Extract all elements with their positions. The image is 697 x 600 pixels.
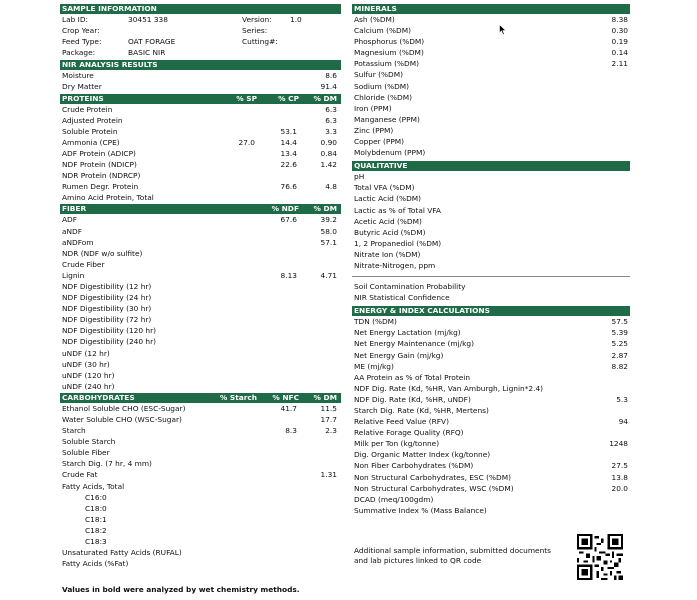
fiber-row — [60, 314, 341, 325]
qualitative-rows — [352, 171, 630, 271]
nir-header: NIR ANALYSIS RESULTS — [60, 60, 341, 70]
row-value: 0.14 — [611, 48, 628, 58]
additional-info-text: Additional sample information, submitted documents and lab pictures linked to QR code — [354, 546, 552, 565]
row-label: Nitrate-Nitrogen, ppm — [354, 260, 436, 270]
qualitative-row — [352, 193, 630, 204]
package-value: BASIC NIR — [128, 48, 166, 58]
right-column — [352, 3, 630, 516]
protein-row — [60, 181, 341, 192]
proteins-col-dm: % DM — [313, 93, 337, 103]
row-label: aNDFom — [62, 237, 94, 247]
fiber-row — [60, 381, 341, 392]
cutting-label: Cutting#: — [242, 37, 278, 47]
row-label: Lactic as % of Total VFA — [354, 205, 441, 215]
row-value: 91.4 — [320, 82, 337, 92]
row-value: 8.6 — [325, 71, 337, 81]
value-dm: 2.3 — [325, 426, 337, 436]
row-label: Ammonia (CPE) — [62, 137, 120, 147]
row-value: 5.3 — [616, 394, 628, 404]
value-dm: 3.3 — [325, 126, 337, 136]
row-label: uNDF (240 hr) — [62, 381, 115, 391]
mineral-row — [352, 136, 630, 147]
fiber-row — [60, 359, 341, 370]
row-label: uNDF (30 hr) — [62, 359, 110, 369]
row-label: Fatty Acids, Total — [62, 481, 125, 491]
mineral-row — [352, 58, 630, 69]
carbs-header: CARBOHYDRATES % Starch % NFC % DM — [60, 393, 341, 403]
row-label: NDR (NDF w/o sulfite) — [62, 248, 143, 258]
minerals-header: MINERALS — [352, 4, 630, 14]
fiber-row — [60, 325, 341, 336]
value-dm: 0.84 — [320, 148, 337, 158]
row-label: Crude Protein — [62, 104, 113, 114]
series-label: Series: — [242, 26, 268, 36]
row-label: Starch Dig. Rate (Kd, %HR, Mertens) — [354, 406, 489, 415]
value-dm: 0.90 — [320, 137, 337, 147]
feed-type-label: Feed Type: — [62, 37, 102, 47]
row-label: C18:1 — [85, 514, 107, 524]
row-label: Potassium (%DM) — [354, 59, 419, 69]
energy-row — [352, 483, 630, 494]
fiber-row — [60, 226, 341, 237]
row-label: ADF — [62, 215, 77, 225]
carb-row — [60, 503, 341, 514]
carb-row — [60, 481, 341, 492]
fiber-row — [60, 370, 341, 381]
value-dm: 11.5 — [320, 403, 337, 413]
carb-row — [60, 425, 341, 436]
crop-year-row — [60, 25, 341, 36]
row-value: 2.87 — [611, 350, 628, 360]
row-label: NIR Statistical Confidence — [354, 293, 450, 303]
row-label: Manganese (PPM) — [354, 114, 420, 124]
value-cp: 22.6 — [280, 160, 297, 170]
protein-row — [60, 192, 341, 203]
carb-row — [60, 414, 341, 425]
row-label: C16:0 — [85, 492, 107, 502]
row-label: Soluble Protein — [62, 126, 118, 136]
qualitative-row — [352, 238, 630, 249]
row-value: 2.11 — [611, 59, 628, 69]
lab-id-label: Lab ID: — [62, 15, 89, 24]
energy-row — [352, 383, 630, 394]
protein-row — [60, 159, 341, 170]
row-label: Total VFA (%DM) — [354, 183, 415, 193]
energy-row — [352, 350, 630, 361]
energy-header: ENERGY & INDEX CALCULATIONS — [352, 306, 630, 316]
row-label: Net Energy Maintenance (mj/kg) — [354, 339, 474, 349]
nir-row — [60, 81, 341, 92]
carb-row — [60, 514, 341, 525]
package-label: Package: — [62, 48, 96, 58]
carb-row — [60, 525, 341, 536]
carbs-col-starch: % Starch — [219, 392, 257, 402]
row-label: NDF Digestibility (240 hr) — [62, 337, 157, 347]
row-label: Calcium (%DM) — [354, 26, 411, 36]
value-dm: 57.1 — [320, 237, 337, 247]
row-label: Phosphorus (%DM) — [354, 37, 425, 47]
row-label: NDF Digestibility (12 hr) — [62, 281, 152, 291]
carb-row — [60, 492, 341, 503]
sample-info-header: SAMPLE INFORMATION — [60, 4, 341, 14]
qualitative-row — [352, 227, 630, 238]
carb-row — [60, 447, 341, 458]
row-label: Magnesium (%DM) — [354, 48, 424, 58]
row-label: Butyric Acid (%DM) — [354, 227, 426, 237]
energy-row — [352, 505, 630, 516]
row-label: NDF Dig. Rate (Kd, %HR, Van Amburgh, Lignin*2.4) — [354, 383, 544, 393]
row-label: Sulfur (%DM) — [354, 70, 403, 80]
row-label: Ethanol Soluble CHO (ESC-Sugar) — [62, 403, 186, 413]
proteins-header: PROTEINS % SP % CP % DM — [60, 94, 341, 104]
energy-row — [352, 427, 630, 438]
qualitative-extra-row — [352, 281, 630, 292]
proteins-col-cp: % CP — [278, 93, 299, 103]
footnote: Values in bold were analyzed by wet chemistry methods. — [62, 585, 300, 594]
value-cp: 14.4 — [280, 137, 297, 147]
row-label: Fatty Acids (%Fat) — [62, 559, 129, 569]
crop-year-label: Crop Year: — [62, 26, 100, 36]
row-label: NDF Digestibility (120 hr) — [62, 326, 157, 336]
value-nfc: 41.7 — [280, 403, 297, 413]
energy-rows — [352, 316, 630, 516]
protein-rows — [60, 104, 341, 204]
energy-row — [352, 405, 630, 416]
row-label: Lignin — [62, 270, 85, 280]
fiber-row — [60, 292, 341, 303]
row-label: Amino Acid Protein, Total — [62, 193, 154, 203]
value-dm: 4.8 — [325, 182, 337, 192]
row-label: Sodium (%DM) — [354, 81, 410, 91]
value-ndf: 8.13 — [280, 270, 297, 280]
fiber-row — [60, 214, 341, 225]
mineral-row — [352, 25, 630, 36]
value-nfc: 8.3 — [285, 426, 297, 436]
value-dm: 1.31 — [320, 470, 337, 480]
row-label: Zinc (PPM) — [354, 125, 394, 135]
row-label: Crude Fiber — [62, 259, 105, 269]
mineral-row — [352, 147, 630, 158]
protein-row — [60, 104, 341, 115]
row-label: Chloride (%DM) — [354, 92, 412, 102]
value-dm: 17.7 — [320, 415, 337, 424]
energy-row — [352, 494, 630, 505]
row-label: Adjusted Protein — [62, 115, 123, 125]
energy-row — [352, 361, 630, 372]
protein-row — [60, 170, 341, 181]
mineral-row — [352, 125, 630, 136]
value-dm: 6.3 — [325, 115, 337, 125]
feed-type-value: OAT FORAGE — [128, 37, 176, 47]
energy-row — [352, 449, 630, 460]
row-label: NDF Protein (NDICP) — [62, 160, 137, 170]
qualitative-extra-row — [352, 292, 630, 303]
row-label: NDF Digestibility (30 hr) — [62, 304, 152, 314]
value-cp: 53.1 — [280, 126, 297, 136]
value-dm: 39.2 — [320, 215, 337, 225]
divider — [352, 276, 630, 277]
carb-row — [60, 436, 341, 447]
nir-row — [60, 70, 341, 81]
protein-row — [60, 115, 341, 126]
version-label: Version: — [242, 15, 272, 24]
qualitative-row — [352, 205, 630, 216]
row-label: DCAD (meq/100gdm) — [354, 494, 434, 504]
energy-row — [352, 316, 630, 327]
fiber-row — [60, 303, 341, 314]
mineral-row — [352, 69, 630, 80]
row-label: TDN (%DM) — [354, 317, 397, 327]
lab-id-value: 30451 338 — [128, 15, 168, 24]
row-label: Unsaturated Fatty Acids (RUFAL) — [62, 548, 182, 558]
row-label: NDR Protein (NDRCP) — [62, 171, 141, 181]
fiber-row — [60, 237, 341, 248]
carb-rows — [60, 403, 341, 569]
row-label: Net Energy Gain (mj/kg) — [354, 350, 444, 360]
row-label: Dig. Organic Matter Index (kg/tonne) — [354, 450, 491, 460]
row-label: Relative Forage Quality (RFQ) — [354, 428, 464, 438]
row-label: uNDF (120 hr) — [62, 370, 115, 380]
fiber-col-ndf: % NDF — [271, 204, 299, 214]
protein-row — [60, 137, 341, 148]
fiber-row — [60, 348, 341, 359]
fiber-row — [60, 336, 341, 347]
left-column — [60, 3, 341, 569]
row-label: Soluble Fiber — [62, 448, 110, 458]
row-value: 5.39 — [611, 328, 628, 338]
mineral-row — [352, 114, 630, 125]
fiber-header: FIBER % NDF % DM — [60, 204, 341, 214]
row-label: Molybdenum (PPM) — [354, 148, 426, 158]
row-label: NDF Digestibility (72 hr) — [62, 315, 152, 325]
carb-row — [60, 458, 341, 469]
energy-row — [352, 327, 630, 338]
energy-row — [352, 472, 630, 483]
mineral-row — [352, 81, 630, 92]
protein-row — [60, 148, 341, 159]
value-dm: 4.71 — [320, 270, 337, 280]
carb-row — [60, 403, 341, 414]
fiber-row — [60, 270, 341, 281]
row-label: Moisture — [62, 71, 94, 81]
carbs-col-nfc: % NFC — [272, 392, 299, 402]
row-label: Net Energy Lactation (mj/kg) — [354, 328, 461, 338]
row-label: Summative Index % (Mass Balance) — [354, 505, 487, 515]
carb-row — [60, 558, 341, 569]
row-label: Soil Contamination Probability — [354, 282, 466, 292]
row-value: 0.30 — [611, 26, 628, 36]
value-dm: 1.42 — [320, 160, 337, 170]
row-label: Ash (%DM) — [354, 15, 395, 24]
row-value: 1248 — [609, 439, 628, 449]
row-label: NDF Dig. Rate (Kd, %HR, uNDF) — [354, 394, 471, 404]
energy-row — [352, 394, 630, 405]
mineral-row — [352, 36, 630, 47]
qr-code-icon[interactable] — [577, 534, 623, 580]
row-label: ADF Protein (ADICP) — [62, 148, 136, 158]
row-label: Water Soluble CHO (WSC-Sugar) — [62, 415, 182, 424]
row-label: Starch Dig. (7 hr, 4 mm) — [62, 459, 152, 469]
mineral-row — [352, 92, 630, 103]
row-label: C18:0 — [85, 503, 107, 513]
row-label: Relative Feed Value (RFV) — [354, 417, 449, 427]
row-label: Starch — [62, 426, 86, 436]
row-label: Non Structural Carbohydrates, WSC (%DM) — [354, 483, 514, 493]
lab-id-row — [60, 14, 341, 25]
qualitative-header: QUALITATIVE — [352, 161, 630, 171]
protein-row — [60, 126, 341, 137]
row-value: 8.82 — [611, 361, 628, 371]
value-ndf: 67.6 — [280, 215, 297, 225]
row-label: uNDF (12 hr) — [62, 348, 110, 358]
carbs-col-dm: % DM — [313, 392, 337, 402]
row-value: 27.5 — [611, 461, 628, 471]
qualitative-row — [352, 216, 630, 227]
mineral-rows — [352, 14, 630, 158]
mouse-pointer-icon — [499, 24, 507, 35]
fiber-rows — [60, 214, 341, 392]
proteins-col-sp: % SP — [236, 93, 257, 103]
version-value: 1.0 — [290, 15, 302, 24]
row-label: Non Fiber Carbohydrates (%DM) — [354, 461, 474, 471]
row-label: 1, 2 Propanediol (%DM) — [354, 238, 442, 248]
row-label: AA Protein as % of Total Protein — [354, 372, 471, 382]
value-cp: 76.6 — [280, 182, 297, 192]
energy-row — [352, 416, 630, 427]
carb-row — [60, 469, 341, 480]
mineral-row — [352, 47, 630, 58]
qualitative-row — [352, 249, 630, 260]
row-label: aNDF — [62, 226, 82, 236]
row-label: Dry Matter — [62, 82, 102, 92]
row-label: Crude Fat — [62, 470, 98, 480]
row-label: Nitrate Ion (%DM) — [354, 249, 421, 259]
energy-row — [352, 338, 630, 349]
mineral-row — [352, 103, 630, 114]
row-label: Soluble Starch — [62, 437, 116, 447]
energy-row — [352, 460, 630, 471]
row-label: Lactic Acid (%DM) — [354, 194, 422, 204]
energy-row — [352, 438, 630, 449]
value-dm: 6.3 — [325, 104, 337, 114]
row-label: C18:2 — [85, 525, 107, 535]
row-value: 57.5 — [611, 317, 628, 327]
row-value: 8.38 — [611, 15, 628, 24]
row-label: Milk per Ton (kg/tonne) — [354, 439, 440, 449]
package-row — [60, 47, 341, 58]
carb-row — [60, 536, 341, 547]
row-value: 13.8 — [611, 472, 628, 482]
row-value: 5.25 — [611, 339, 628, 349]
mineral-row — [352, 14, 630, 25]
fiber-row — [60, 281, 341, 292]
row-value: 0.19 — [611, 37, 628, 47]
row-value: 94 — [618, 417, 628, 427]
row-label: ME (mj/kg) — [354, 361, 394, 371]
row-label: NDF Digestibility (24 hr) — [62, 293, 152, 303]
qualitative-row — [352, 171, 630, 182]
value-sp: 27.0 — [238, 137, 255, 147]
row-label: pH — [354, 172, 365, 182]
fiber-row — [60, 259, 341, 270]
qualitative-row — [352, 260, 630, 271]
row-label: Rumen Degr. Protein — [62, 182, 139, 192]
value-cp: 13.4 — [280, 148, 297, 158]
row-value: 20.0 — [611, 483, 628, 493]
fiber-col-dm: % DM — [313, 204, 337, 214]
feed-type-row — [60, 36, 341, 47]
row-label: Copper (PPM) — [354, 137, 405, 147]
row-label: Non Structural Carbohydrates, ESC (%DM) — [354, 472, 511, 482]
carb-row — [60, 547, 341, 558]
fiber-row — [60, 248, 341, 259]
nir-rows — [60, 70, 341, 92]
energy-row — [352, 372, 630, 383]
row-label: Iron (PPM) — [354, 103, 392, 113]
row-label: C18:3 — [85, 537, 107, 547]
row-label: Acetic Acid (%DM) — [354, 216, 422, 226]
qualitative-row — [352, 182, 630, 193]
qualitative-extra-rows — [352, 281, 630, 303]
value-dm: 58.0 — [320, 226, 337, 236]
